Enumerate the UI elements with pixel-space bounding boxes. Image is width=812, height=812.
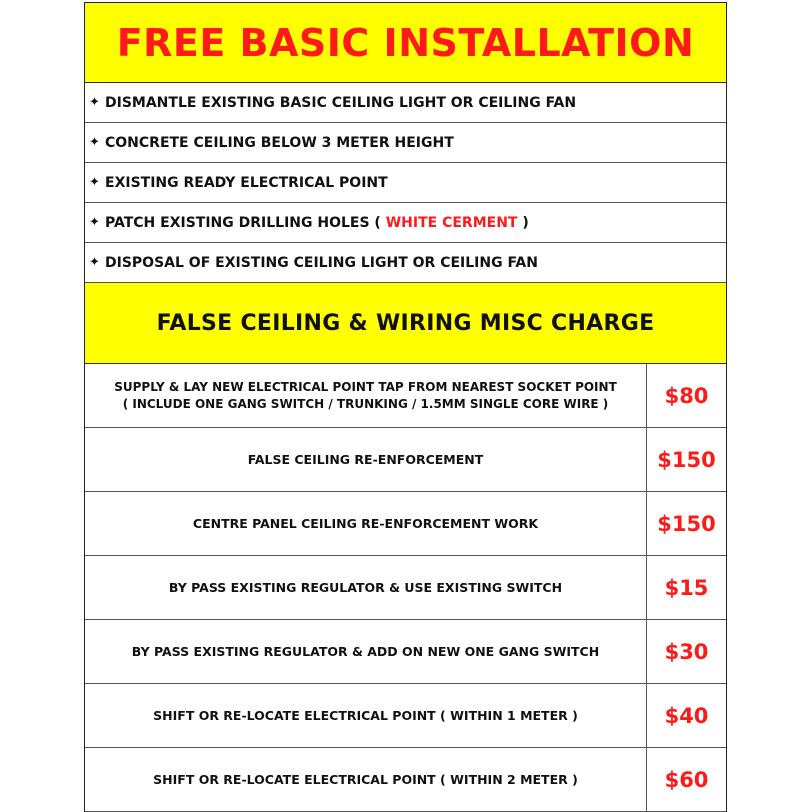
bullet-icon: ✦ [89, 95, 100, 110]
basic-item-text: DISMANTLE EXISTING BASIC CEILING LIGHT OR CEILING FAN [105, 94, 577, 111]
page-title: FREE BASIC INSTALLATION [116, 20, 695, 65]
service-price: $30 [664, 639, 709, 664]
misc-banner [85, 283, 726, 364]
service-price: $60 [664, 767, 709, 792]
title-banner [85, 3, 726, 83]
price-row [85, 364, 726, 428]
basic-item-text: CONCRETE CEILING BELOW 3 METER HEIGHT [105, 134, 454, 151]
basic-item-highlight: WHITE CERMENT [385, 214, 518, 231]
price-row [85, 684, 726, 748]
bullet-icon: ✦ [89, 135, 100, 150]
service-description [85, 364, 647, 427]
price-row [85, 492, 726, 556]
service-description [85, 748, 647, 811]
basic-item-text: DISPOSAL OF EXISTING CEILING LIGHT OR CEILING FAN [105, 254, 538, 271]
basic-item-text: PATCH EXISTING DRILLING HOLES ( [105, 214, 386, 231]
price-row [85, 620, 726, 684]
basic-item-text: EXISTING READY ELECTRICAL POINT [105, 174, 388, 191]
misc-title: FALSE CEILING & WIRING MISC CHARGE [156, 310, 655, 336]
bullet-icon: ✦ [89, 175, 100, 190]
price-sheet [84, 2, 727, 812]
service-line: SHIFT OR RE-LOCATE ELECTRICAL POINT ( WITHIN 2 METER ) [153, 772, 578, 787]
price-row [85, 556, 726, 620]
bullet-icon: ✦ [89, 215, 100, 230]
service-line: BY PASS EXISTING REGULATOR & ADD ON NEW ONE GANG SWITCH [131, 644, 600, 659]
misc-charge-table [85, 364, 726, 812]
service-price: $40 [664, 703, 709, 728]
basic-installation-list [85, 83, 726, 283]
basic-item [85, 163, 726, 203]
service-description [85, 492, 647, 555]
price-row [85, 428, 726, 492]
service-line: SUPPLY & LAY NEW ELECTRICAL POINT TAP FROM NEAREST SOCKET POINT [114, 379, 617, 394]
service-line: CENTRE PANEL CEILING RE-ENFORCEMENT WORK [192, 516, 539, 531]
service-description [85, 556, 647, 619]
bullet-icon: ✦ [89, 255, 100, 270]
basic-item [85, 203, 726, 243]
service-price: $15 [664, 575, 709, 600]
basic-item [85, 243, 726, 283]
service-price: $80 [664, 383, 709, 408]
basic-item [85, 83, 726, 123]
service-description [85, 620, 647, 683]
basic-item [85, 123, 726, 163]
service-description [85, 684, 647, 747]
service-price: $150 [657, 511, 716, 536]
service-line: BY PASS EXISTING REGULATOR & USE EXISTING SWITCH [168, 580, 563, 595]
price-row [85, 748, 726, 812]
service-note: ( INCLUDE ONE GANG SWITCH / TRUNKING / 1.5MM SINGLE CORE WIRE ) [122, 396, 609, 411]
service-line: SHIFT OR RE-LOCATE ELECTRICAL POINT ( WITHIN 1 METER ) [153, 708, 578, 723]
basic-item-suffix: ) [517, 214, 529, 231]
service-description [85, 428, 647, 491]
service-line: FALSE CEILING RE-ENFORCEMENT [247, 452, 484, 467]
service-price: $150 [657, 447, 716, 472]
